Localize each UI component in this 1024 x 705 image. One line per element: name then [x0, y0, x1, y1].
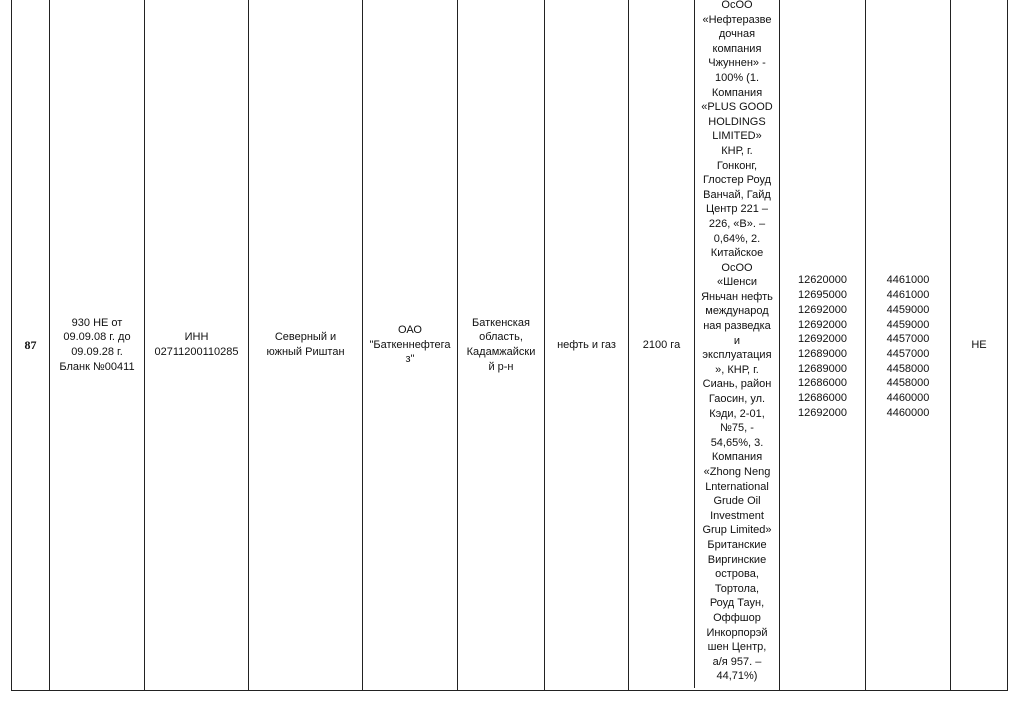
- license-line: 09.09.08 г. до: [63, 331, 131, 344]
- owner-line: и: [733, 334, 741, 347]
- license-line: 930 НЕ от: [71, 316, 123, 329]
- location-line: область,: [479, 331, 523, 344]
- owner-line: Глостер Роуд: [702, 174, 772, 187]
- company-line: з": [405, 353, 415, 366]
- x-coordinate: 12689000: [798, 362, 847, 375]
- inn-cell: [144, 0, 248, 690]
- owner-line: а/я 957. –: [712, 655, 762, 668]
- owner-line: Grude Oil: [713, 495, 761, 508]
- owner-line: 226, «В». –: [708, 217, 766, 230]
- company-line: "Баткеннефтега: [369, 338, 451, 351]
- y-coordinate: 4457000: [886, 348, 930, 360]
- owner-line: 0,64%, 2.: [713, 232, 761, 245]
- owner-line: Тортола,: [714, 582, 760, 595]
- inn-label: ИНН: [184, 331, 209, 344]
- owner-line: 54,65%, 3.: [710, 436, 764, 449]
- y-coordinate: 4457000: [886, 333, 930, 346]
- x-coordinate: 12689000: [798, 348, 847, 360]
- owner-line: Британские: [707, 538, 767, 551]
- owner-line: ОсОО: [721, 261, 753, 274]
- owner-line: 44,71%): [716, 670, 758, 683]
- owner-line: Инкорпорэй: [706, 626, 768, 639]
- owner-line: острова,: [715, 568, 759, 581]
- x-coordinate: 12692000: [798, 318, 847, 331]
- owner-line: Гонконг,: [716, 159, 758, 172]
- inn-value: 02711200110285: [154, 346, 239, 358]
- table-right-border: [1007, 0, 1008, 690]
- owner-line: Компания: [711, 86, 763, 99]
- owner-line: КНР, г.: [721, 144, 753, 157]
- x-coordinate: 12692000: [798, 303, 847, 316]
- company-cell: [362, 0, 457, 690]
- x-coordinate: 12692000: [798, 333, 847, 346]
- owner-line: Оффшор: [713, 611, 761, 624]
- owner-line: компания: [712, 42, 762, 55]
- y-coordinates-list: [887, 269, 930, 420]
- owner-line: Lnternational: [705, 480, 769, 493]
- owner-line: Компания: [711, 451, 763, 464]
- field-name-cell: [248, 0, 362, 690]
- owner-line: Виргинские: [707, 553, 767, 566]
- x-coordinate: 12692000: [798, 406, 847, 419]
- location-line: Кадамжайски: [466, 346, 536, 358]
- license-line: 09.09.28 г.: [71, 346, 123, 358]
- y-coordinate: 4460000: [886, 392, 930, 405]
- owner-line: Grup Limited»: [702, 524, 772, 537]
- area-cell: [628, 0, 694, 690]
- owner-line: LIMITED»: [712, 130, 762, 143]
- license-cell: [49, 0, 144, 690]
- owner-line: шен Центр,: [707, 641, 767, 654]
- owner-line: «Нефтеразве: [702, 13, 772, 26]
- owner-line: дочная: [718, 28, 756, 41]
- mark-cell: [950, 0, 1007, 690]
- owner-line: «Шенси: [716, 276, 758, 289]
- field-name-line: Северный и: [274, 331, 337, 344]
- y-coordinate: 4461000: [886, 274, 930, 287]
- resource-type-cell: [544, 0, 628, 690]
- y-coordinate: 4459000: [886, 318, 930, 331]
- owner-line: ОсОО: [721, 0, 753, 11]
- owner-line: №75, -: [720, 422, 754, 435]
- owner-line: Сиань, район: [702, 378, 772, 391]
- owners-cell: [694, 0, 779, 688]
- y-coordinate: 4458000: [886, 377, 930, 390]
- area-value: 2100 га: [642, 338, 681, 351]
- company-line: ОАО: [398, 323, 422, 336]
- location-line: Баткенская: [472, 316, 530, 329]
- row-number-text: 87: [24, 337, 37, 352]
- field-name-line: южный Риштан: [266, 346, 345, 358]
- owner-line: 100% (1.: [714, 71, 759, 84]
- owner-line: Investment: [710, 509, 764, 522]
- owner-line: Кэди, 2-01,: [709, 407, 765, 420]
- x-coordinate: 12686000: [798, 392, 847, 405]
- y-coordinates-cell: [865, 0, 950, 690]
- owner-line: Яньчан нефть: [701, 290, 773, 303]
- owner-line: Чжуннен» -: [708, 57, 766, 70]
- owner-line: Роуд Таун,: [709, 597, 765, 610]
- owner-line: «Zhong Neng: [703, 466, 771, 478]
- x-coordinates-list: [798, 269, 847, 420]
- y-coordinate: 4461000: [886, 289, 930, 302]
- location-line: й р-н: [488, 360, 514, 373]
- owner-line: Центр 221 –: [705, 203, 769, 216]
- x-coordinate: 12695000: [798, 289, 847, 302]
- owner-line: Гаосин, ул.: [708, 393, 766, 406]
- owner-line: Ванчай, Гайд: [703, 188, 771, 201]
- owner-line: международ: [705, 305, 769, 318]
- mark-value: НЕ: [971, 338, 987, 351]
- row-number: [11, 0, 49, 690]
- y-coordinate: 4458000: [886, 362, 930, 375]
- owner-line: «PLUS GOOD: [701, 101, 773, 114]
- x-coordinate: 12686000: [798, 377, 847, 390]
- table-bottom-border: [11, 690, 1008, 691]
- owner-line: HOLDINGS: [708, 115, 766, 128]
- owner-line: Китайское: [710, 247, 764, 260]
- owner-line: ная разведка: [703, 320, 771, 333]
- owner-line: », КНР, г.: [715, 363, 759, 376]
- location-cell: [457, 0, 544, 690]
- x-coordinates-cell: [779, 0, 865, 690]
- resource-type: нефть и газ: [557, 338, 616, 351]
- x-coordinate: 12620000: [798, 274, 847, 287]
- owner-line: эксплуатация: [702, 349, 772, 362]
- license-line: Бланк №00411: [59, 360, 135, 373]
- owners-list: [701, 0, 773, 684]
- y-coordinate: 4459000: [886, 303, 930, 316]
- y-coordinate: 4460000: [886, 406, 930, 419]
